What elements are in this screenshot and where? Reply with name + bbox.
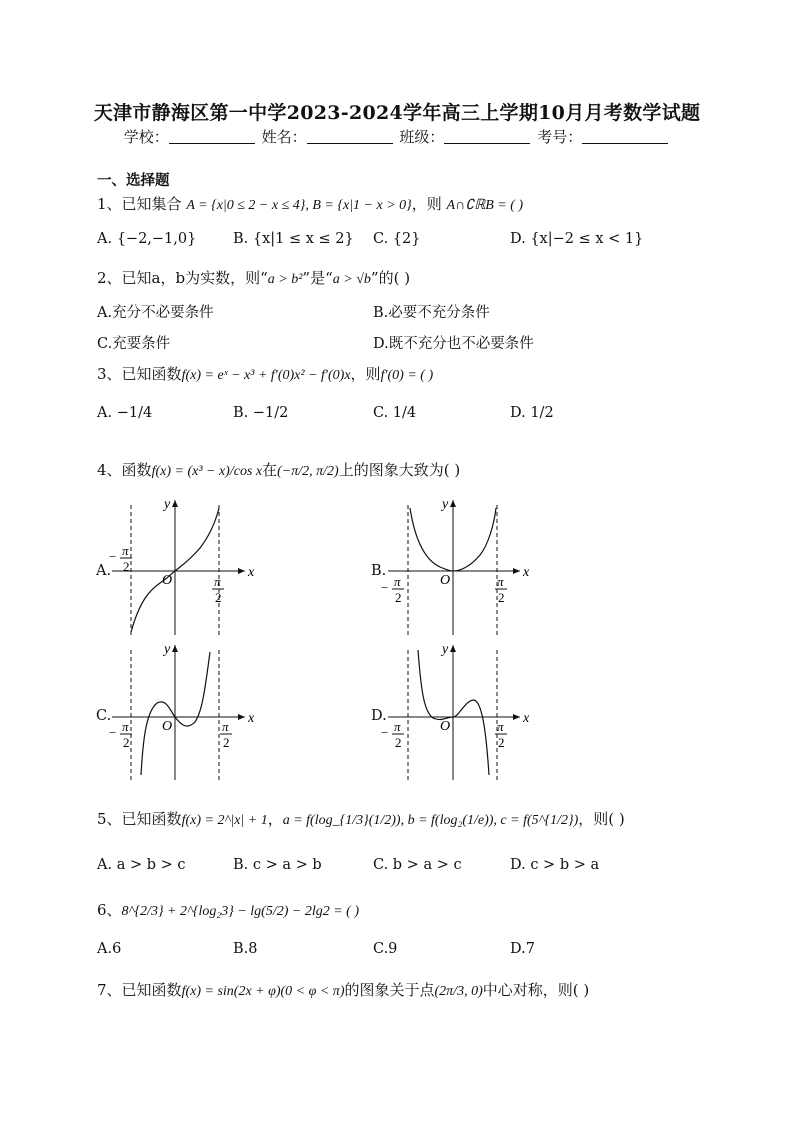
- question-text: 的图象关于点: [344, 981, 435, 999]
- question-number: 5、: [97, 810, 122, 828]
- graph-a-x-label: x: [248, 565, 255, 580]
- question-text: 已知a，b为实数，则“: [121, 269, 268, 287]
- graph-d-tick-0-numerator: π: [394, 719, 401, 734]
- graph-d-y-label: y: [442, 642, 449, 657]
- question-text: ”的( ): [370, 269, 411, 287]
- math-expression: A = {x|0 ≤ 2 − x ≤ 4}, B = {x|1 − x > 0}: [186, 198, 412, 213]
- question-text: 函数: [121, 461, 152, 479]
- option-d[interactable]: D.: [371, 708, 387, 724]
- question-text: ，则: [411, 195, 442, 213]
- question-text: 在: [262, 461, 278, 479]
- math-expression: A∩∁ℝB = ( ): [446, 198, 524, 213]
- graph-b-tick-1-denominator: 2: [498, 590, 505, 605]
- option-a[interactable]: A. a > b > c: [97, 857, 186, 873]
- graph-a-tick-1-numerator: π: [214, 574, 221, 589]
- question-text: ，则( ): [578, 810, 625, 828]
- graph-a-x-arrow-icon: [238, 568, 245, 574]
- option-b[interactable]: B.8: [233, 941, 258, 957]
- question-text: 已知函数: [121, 365, 182, 383]
- graph-b-y-label: y: [442, 497, 449, 512]
- exam-number-label: 考号：: [537, 128, 583, 146]
- question-text: ，: [267, 810, 283, 828]
- math-expression: (−π/2, π/2): [277, 464, 339, 479]
- question-5: [97, 808, 625, 829]
- question-6: [97, 899, 359, 920]
- graph-d-y-arrow-icon: [450, 645, 456, 652]
- question-number: 7、: [97, 981, 122, 999]
- graph-d-x-label: x: [523, 711, 530, 726]
- option-a[interactable]: A. {−2,−1,0}: [97, 231, 197, 247]
- graph-b-origin-label: O: [440, 573, 451, 588]
- graph-d-tick-1-denominator: 2: [498, 735, 505, 750]
- option-c[interactable]: C.充要条件: [97, 336, 171, 352]
- exam-title: 天津市静海区第一中学2023-2024学年高三上学期10月月考数学试题: [93, 102, 701, 124]
- school-label: 学校：: [123, 128, 169, 146]
- math-expression: f(x) = (x³ − x)/cos x: [151, 464, 263, 479]
- option-a[interactable]: A.6: [97, 941, 122, 957]
- question-number: 6、: [97, 901, 122, 919]
- graph-b-tick-0-numerator: π: [394, 574, 401, 589]
- option-a[interactable]: A.充分不必要条件: [97, 305, 214, 321]
- question-number: 3、: [97, 365, 122, 383]
- option-d[interactable]: D. {x|−2 ≤ x < 1}: [510, 231, 644, 247]
- question-text: ”是“: [302, 269, 333, 287]
- option-d[interactable]: D. c > b > a: [510, 857, 600, 873]
- math-expression: f′(0) = ( ): [380, 368, 434, 383]
- graph-a-tick-0-denominator: 2: [123, 559, 130, 574]
- graph-b-tick-0-denominator: 2: [395, 590, 402, 605]
- math-expression: a = f(log_{1/3}(1/2)), b = f(log₂(1/e)), c = f(5^{1/2}): [282, 813, 579, 828]
- math-expression: (2π/3, 0): [434, 984, 483, 999]
- section-title: 一、选择题: [97, 172, 170, 189]
- option-c[interactable]: C.9: [373, 941, 398, 957]
- graph-b-y-arrow-icon: [450, 500, 456, 507]
- graph-b-tick-1-numerator: π: [497, 574, 504, 589]
- graph-b-x-arrow-icon: [513, 568, 520, 574]
- option-c[interactable]: C. b > a > c: [373, 857, 462, 873]
- math-expression: f(x) = eˣ − x³ + f′(0)x² − f′(0)x: [181, 368, 351, 383]
- question-number: 4、: [97, 461, 122, 479]
- graph-a-tick-1-denominator: 2: [215, 590, 222, 605]
- option-b[interactable]: B. −1/2: [233, 405, 289, 421]
- graph-c-tick-1-numerator: π: [222, 719, 229, 734]
- question-text: 上的图象大致为( ): [338, 461, 461, 479]
- graph-d-tick-0-minus: −: [381, 725, 389, 740]
- graph-c-tick-0-denominator: 2: [123, 735, 130, 750]
- option-c[interactable]: C. 1/4: [373, 405, 417, 421]
- option-b[interactable]: B.: [371, 563, 387, 579]
- question-number: 1、: [97, 195, 122, 213]
- graph-d-x-arrow-icon: [513, 714, 520, 720]
- graph-b-x-label: x: [523, 565, 530, 580]
- option-b[interactable]: B. {x|1 ≤ x ≤ 2}: [233, 231, 354, 247]
- option-a[interactable]: A.: [96, 563, 112, 579]
- math-expression: f(x) = 2^|x| + 1: [181, 813, 268, 828]
- option-d[interactable]: D.7: [510, 941, 535, 957]
- question-text: 已知函数: [121, 810, 182, 828]
- graph-b-tick-0-minus: −: [381, 580, 389, 595]
- math-expression: a > √b: [332, 272, 371, 287]
- math-expression: a > b²: [267, 272, 303, 287]
- graph-c-x-arrow-icon: [238, 714, 245, 720]
- graph-d-tick-1-numerator: π: [497, 719, 504, 734]
- option-a[interactable]: A. −1/4: [97, 405, 153, 421]
- graph-a-origin-label: O: [162, 573, 173, 588]
- class-label: 班级：: [399, 128, 445, 146]
- question-text: ，则: [350, 365, 381, 383]
- question-text: 已知集合: [121, 195, 182, 213]
- question-7: [97, 979, 589, 1000]
- graph-c-origin-label: O: [162, 719, 173, 734]
- option-b[interactable]: B. c > a > b: [233, 857, 322, 873]
- option-d[interactable]: D.既不充分也不必要条件: [373, 336, 534, 352]
- graph-c-x-label: x: [248, 711, 255, 726]
- question-number: 2、: [97, 269, 122, 287]
- name-label: 姓名：: [261, 128, 307, 146]
- option-b[interactable]: B.必要不充分条件: [373, 305, 490, 321]
- graph-a-y-arrow-icon: [172, 500, 178, 507]
- question-text: 已知函数: [121, 981, 182, 999]
- option-d[interactable]: D. 1/2: [510, 405, 554, 421]
- graph-c-y-label: y: [164, 642, 171, 657]
- math-expression: 8^{2/3} + 2^{log₂3} − lg(5/2) − 2lg2 = ( ): [121, 904, 360, 919]
- graph-a-y-label: y: [164, 497, 171, 512]
- graph-c-tick-0-numerator: π: [122, 719, 129, 734]
- graph-d-tick-0-denominator: 2: [395, 735, 402, 750]
- graph-a-tick-0-minus: −: [109, 549, 117, 564]
- graph-a-tick-0-numerator: π: [122, 543, 129, 558]
- option-c[interactable]: C.: [96, 708, 112, 724]
- math-expression: f(x) = sin(2x + φ)(0 < φ < π): [181, 984, 345, 999]
- graph-c-y-arrow-icon: [172, 645, 178, 652]
- question-text: 中心对称，则( ): [482, 981, 590, 999]
- graph-c-tick-1-denominator: 2: [223, 735, 230, 750]
- graph-c-tick-0-minus: −: [109, 725, 117, 740]
- option-c[interactable]: C. {2}: [373, 231, 421, 247]
- graph-d-origin-label: O: [440, 719, 451, 734]
